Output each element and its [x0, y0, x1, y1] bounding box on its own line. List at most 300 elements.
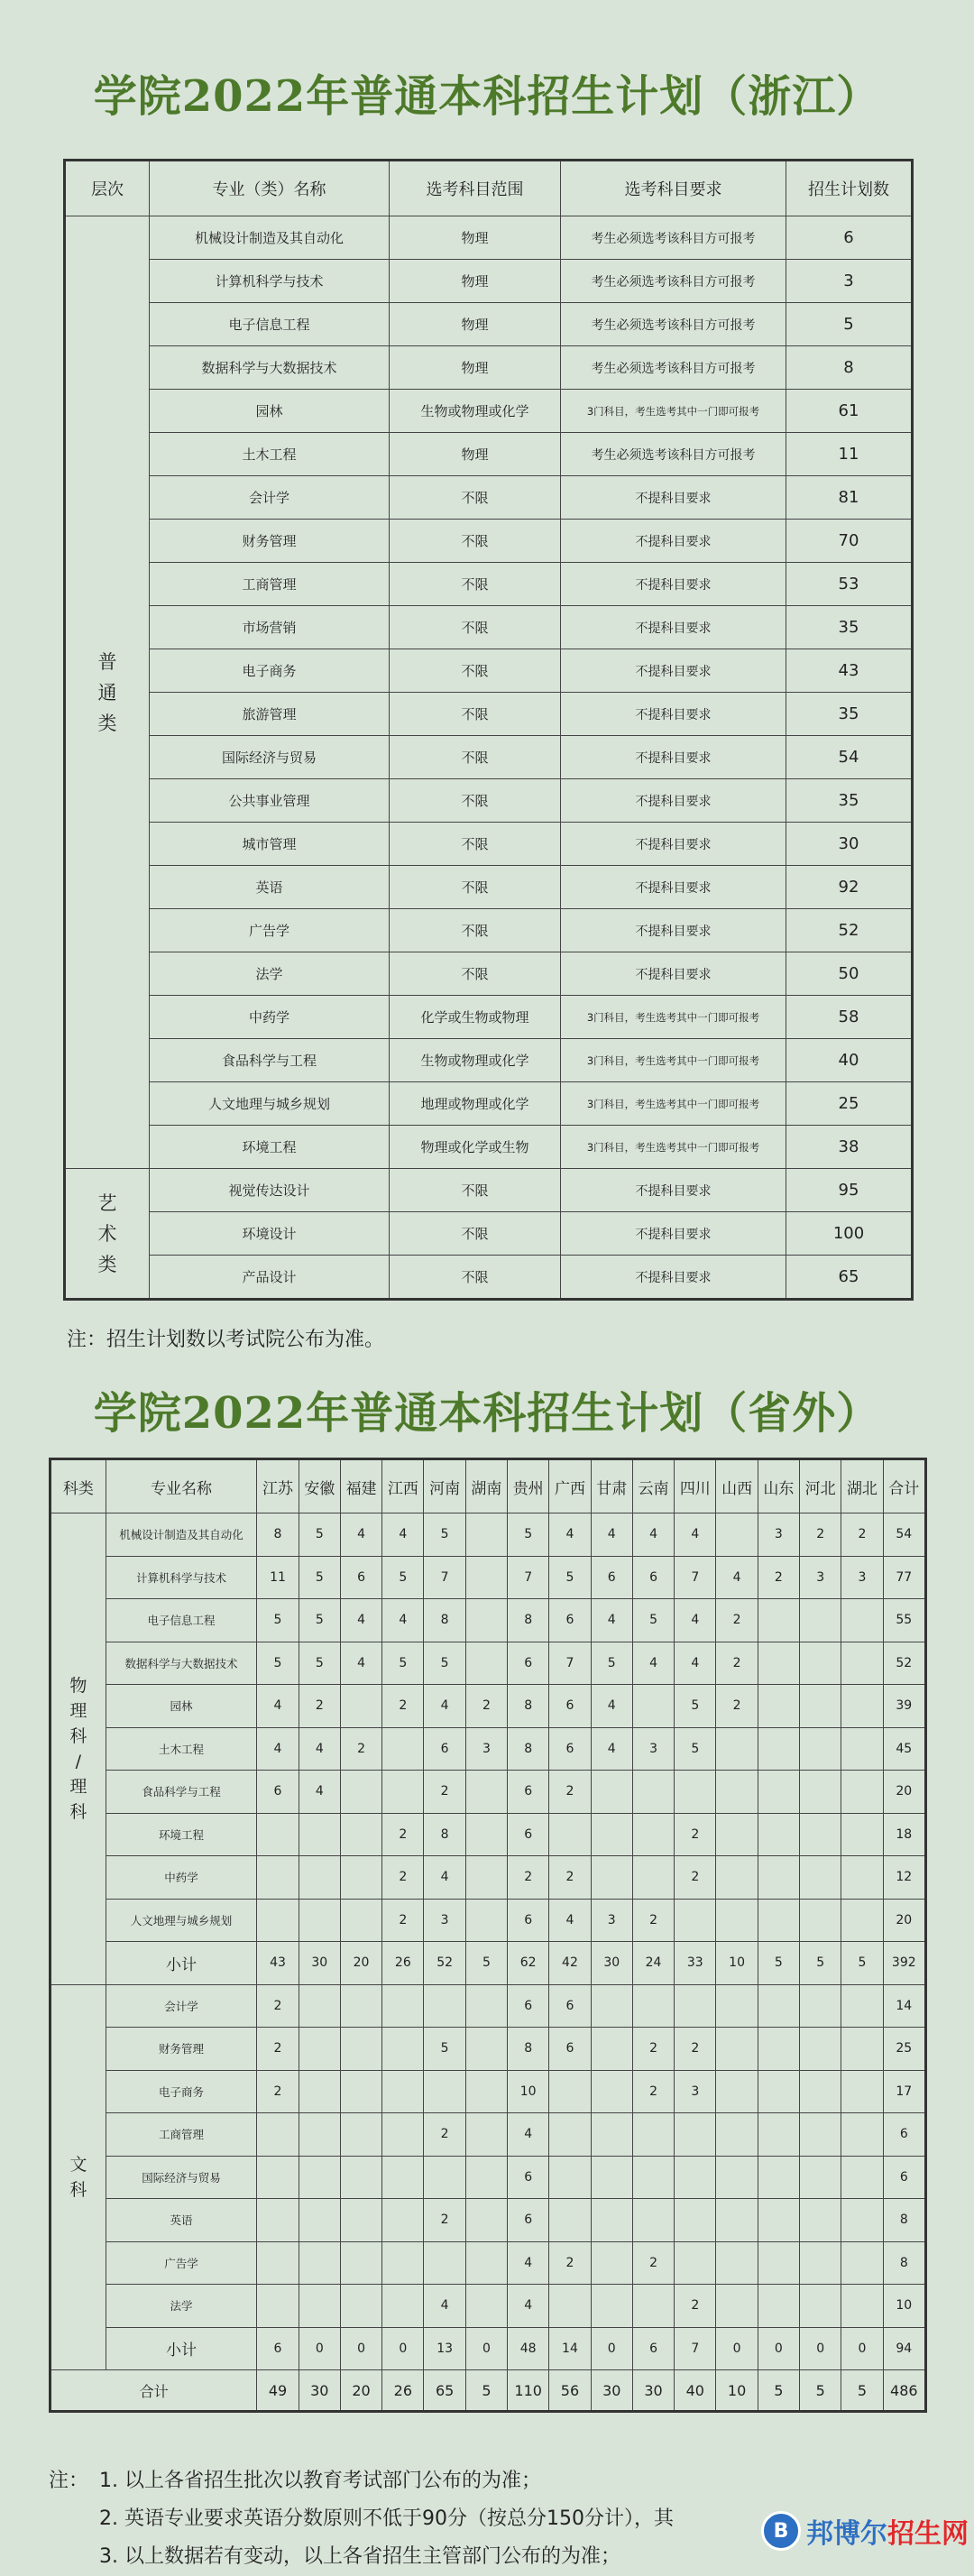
province-count-cell: [841, 1856, 883, 1900]
table-row: [65, 1212, 913, 1256]
province-count-cell: [340, 1813, 381, 1856]
subject-range-cell: 不限: [390, 866, 561, 909]
province-count-cell: 4: [591, 1685, 632, 1728]
major-name-cell: 数据科学与大数据技术: [106, 1642, 257, 1685]
province-count-cell: [841, 1642, 883, 1685]
province-count-cell: [465, 1984, 507, 2028]
province-count-cell: [299, 2156, 340, 2199]
province-count-cell: [257, 2199, 299, 2242]
province-count-cell: 2: [424, 2113, 465, 2157]
province-count-cell: [299, 2285, 340, 2328]
subject-range-cell: 不限: [390, 736, 561, 779]
province-count-cell: [632, 1685, 674, 1728]
column-header: 江西: [382, 1459, 424, 1513]
subject-requirement-cell: 3门科目，考生选考其中一门即可报考: [561, 1039, 786, 1082]
province-count-cell: 6: [591, 1556, 632, 1599]
table-row: [65, 563, 913, 606]
province-count-cell: 2: [382, 1685, 424, 1728]
total-cell: 30: [591, 2370, 632, 2412]
subject-range-cell: 化学或生物或物理: [390, 996, 561, 1039]
province-count-cell: 4: [675, 1642, 716, 1685]
province-count-cell: 4: [340, 1642, 381, 1685]
plan-count-cell: 81: [786, 476, 913, 520]
province-count-cell: 10: [508, 2070, 549, 2113]
subject-range-cell: 物理: [390, 303, 561, 346]
major-name-cell: 财务管理: [150, 520, 390, 563]
province-count-cell: 4: [716, 1556, 758, 1599]
total-cell: 30: [299, 2370, 340, 2412]
province-count-cell: [800, 1599, 841, 1642]
province-count-cell: [424, 2070, 465, 2113]
major-name-cell: 环境工程: [150, 1126, 390, 1169]
subtotal-cell: 0: [299, 2327, 340, 2370]
province-count-cell: [465, 1771, 507, 1814]
province-count-cell: 4: [591, 1727, 632, 1771]
subject-requirement-cell: 考生必须选考该科目方可报考: [561, 303, 786, 346]
column-header: 科类: [51, 1459, 106, 1513]
province-count-cell: 2: [257, 2028, 299, 2071]
table-row: [65, 779, 913, 823]
subject-range-cell: 不限: [390, 606, 561, 649]
subject-range-cell: 物理: [390, 216, 561, 260]
subtotal-row: [51, 1942, 926, 1985]
province-count-cell: [800, 1856, 841, 1900]
table-row: [51, 1771, 926, 1814]
province-count-cell: [716, 2285, 758, 2328]
province-count-cell: 4: [675, 1599, 716, 1642]
subject-requirement-cell: 不提科目要求: [561, 520, 786, 563]
province-count-cell: [758, 1813, 799, 1856]
province-count-cell: 2: [549, 2241, 591, 2285]
province-count-cell: [800, 1685, 841, 1728]
major-name-cell: 市场营销: [150, 606, 390, 649]
subtotal-cell: 5: [465, 1942, 507, 1985]
province-count-cell: [675, 1984, 716, 2028]
subtotal-cell: 94: [883, 2327, 925, 2370]
province-count-cell: 2: [675, 1856, 716, 1900]
subject-requirement-cell: 考生必须选考该科目方可报考: [561, 260, 786, 303]
province-count-cell: 4: [591, 1513, 632, 1557]
province-count-cell: [465, 2156, 507, 2199]
total-cell: 40: [675, 2370, 716, 2412]
subject-requirement-cell: 不提科目要求: [561, 1256, 786, 1300]
subject-range-cell: 不限: [390, 1212, 561, 1256]
province-count-cell: 8: [508, 1685, 549, 1728]
column-header: 福建: [340, 1459, 381, 1513]
major-name-cell: 产品设计: [150, 1256, 390, 1300]
province-count-cell: [716, 2113, 758, 2157]
province-count-cell: 4: [257, 1685, 299, 1728]
province-count-cell: [758, 2028, 799, 2071]
province-count-cell: [340, 2113, 381, 2157]
province-count-cell: 2: [716, 1599, 758, 1642]
subtotal-label: 小计: [106, 1942, 257, 1985]
province-count-cell: [675, 2241, 716, 2285]
province-count-cell: [716, 2199, 758, 2242]
province-count-cell: [841, 1984, 883, 2028]
subtotal-cell: 5: [841, 1942, 883, 1985]
major-name-cell: 国际经济与贸易: [106, 2156, 257, 2199]
province-count-cell: 2: [800, 1513, 841, 1557]
major-name-cell: 旅游管理: [150, 693, 390, 736]
table-row: [65, 216, 913, 260]
province-count-cell: [591, 2285, 632, 2328]
province-count-cell: [299, 2113, 340, 2157]
column-header: 湖南: [465, 1459, 507, 1513]
plan-count-cell: 70: [786, 520, 913, 563]
subject-requirement-cell: 不提科目要求: [561, 1169, 786, 1212]
province-count-cell: [257, 2156, 299, 2199]
province-count-cell: [299, 1899, 340, 1942]
province-count-cell: 5: [424, 1513, 465, 1557]
major-name-cell: 英语: [150, 866, 390, 909]
column-header: 河北: [800, 1459, 841, 1513]
subtotal-cell: 26: [382, 1942, 424, 1985]
column-header: 湖北: [841, 1459, 883, 1513]
province-count-cell: 4: [508, 2113, 549, 2157]
province-count-cell: 4: [675, 1513, 716, 1557]
province-count-cell: [591, 1984, 632, 2028]
province-count-cell: 4: [257, 1727, 299, 1771]
province-count-cell: 55: [883, 1599, 925, 1642]
plan-count-cell: 61: [786, 390, 913, 433]
province-count-cell: 2: [257, 1984, 299, 2028]
major-name-cell: 视觉传达设计: [150, 1169, 390, 1212]
major-name-cell: 广告学: [106, 2241, 257, 2285]
province-count-cell: 6: [632, 1556, 674, 1599]
province-count-cell: [340, 2241, 381, 2285]
table-row: [65, 390, 913, 433]
column-header: 四川: [675, 1459, 716, 1513]
table-row: [65, 433, 913, 476]
province-count-cell: 3: [675, 2070, 716, 2113]
province-count-cell: [841, 1771, 883, 1814]
total-cell: 65: [424, 2370, 465, 2412]
major-name-cell: 会计学: [106, 1984, 257, 2028]
province-count-cell: [716, 1727, 758, 1771]
province-count-cell: 3: [758, 1513, 799, 1557]
plan-count-cell: 30: [786, 823, 913, 866]
province-count-cell: 2: [299, 1685, 340, 1728]
subject-requirement-cell: 不提科目要求: [561, 952, 786, 996]
table-row: [65, 866, 913, 909]
province-count-cell: 2: [382, 1813, 424, 1856]
province-count-cell: [632, 2285, 674, 2328]
province-count-cell: [800, 2241, 841, 2285]
subtotal-cell: 30: [591, 1942, 632, 1985]
province-count-cell: [758, 2199, 799, 2242]
province-count-cell: [716, 2156, 758, 2199]
province-count-cell: 3: [800, 1556, 841, 1599]
major-name-cell: 人文地理与城乡规划: [150, 1082, 390, 1126]
province-count-cell: 4: [591, 1599, 632, 1642]
province-count-cell: 4: [382, 1513, 424, 1557]
province-count-cell: 14: [883, 1984, 925, 2028]
major-name-cell: 法学: [106, 2285, 257, 2328]
province-count-cell: 7: [508, 1556, 549, 1599]
column-header: 山东: [758, 1459, 799, 1513]
subject-range-cell: 生物或物理或化学: [390, 1039, 561, 1082]
province-count-cell: 5: [508, 1513, 549, 1557]
watermark-logo-icon: B: [761, 2511, 801, 2551]
subject-range-cell: 不限: [390, 476, 561, 520]
province-count-cell: 3: [465, 1727, 507, 1771]
page-title-outside: 学院2022年普通本科招生计划（省外）: [93, 1388, 881, 1439]
total-label: 合计: [51, 2370, 257, 2412]
province-count-cell: [549, 1813, 591, 1856]
major-name-cell: 中药学: [106, 1856, 257, 1900]
province-count-cell: 2: [382, 1899, 424, 1942]
province-count-cell: [632, 1813, 674, 1856]
province-count-cell: [758, 2113, 799, 2157]
subject-requirement-cell: 不提科目要求: [561, 649, 786, 693]
province-count-cell: [382, 2070, 424, 2113]
province-count-cell: [800, 1813, 841, 1856]
major-name-cell: 数据科学与大数据技术: [150, 346, 390, 390]
province-count-cell: [549, 2113, 591, 2157]
province-count-cell: 2: [632, 2241, 674, 2285]
total-cell: 5: [758, 2370, 799, 2412]
province-count-cell: [299, 2028, 340, 2071]
total-cell: 30: [632, 2370, 674, 2412]
province-count-cell: 20: [883, 1899, 925, 1942]
subject-requirement-cell: 3门科目，考生选考其中一门即可报考: [561, 1082, 786, 1126]
province-count-cell: 6: [257, 1771, 299, 1814]
subtotal-cell: 392: [883, 1942, 925, 1985]
province-count-cell: 5: [675, 1727, 716, 1771]
plan-count-cell: 43: [786, 649, 913, 693]
major-name-cell: 土木工程: [106, 1727, 257, 1771]
province-count-cell: [841, 2199, 883, 2242]
province-count-cell: 8: [883, 2241, 925, 2285]
province-count-cell: [632, 1856, 674, 1900]
table-row: [51, 1599, 926, 1642]
table-row: [51, 2156, 926, 2199]
table-row: [65, 1126, 913, 1169]
column-header: 贵州: [508, 1459, 549, 1513]
province-count-cell: [591, 2028, 632, 2071]
column-header: 安徽: [299, 1459, 340, 1513]
subtotal-cell: 42: [549, 1942, 591, 1985]
province-count-cell: 17: [883, 2070, 925, 2113]
province-count-cell: 2: [632, 1899, 674, 1942]
total-cell: 5: [800, 2370, 841, 2412]
subtotal-cell: 48: [508, 2327, 549, 2370]
province-count-cell: 6: [549, 1685, 591, 1728]
subject-requirement-cell: 不提科目要求: [561, 823, 786, 866]
province-count-cell: 5: [675, 1685, 716, 1728]
province-count-cell: [800, 2156, 841, 2199]
major-name-cell: 电子商务: [106, 2070, 257, 2113]
plan-count-cell: 6: [786, 216, 913, 260]
province-count-cell: [758, 1642, 799, 1685]
province-count-cell: [716, 1856, 758, 1900]
column-header: 选考科目要求: [561, 161, 786, 216]
province-count-cell: 6: [508, 2156, 549, 2199]
plan-count-cell: 3: [786, 260, 913, 303]
province-count-cell: 5: [591, 1642, 632, 1685]
province-count-cell: 39: [883, 1685, 925, 1728]
table-row: [65, 520, 913, 563]
subtotal-cell: 33: [675, 1942, 716, 1985]
subject-requirement-cell: 考生必须选考该科目方可报考: [561, 216, 786, 260]
province-count-cell: [758, 1984, 799, 2028]
province-count-cell: 8: [257, 1513, 299, 1557]
province-count-cell: 4: [549, 1899, 591, 1942]
major-name-cell: 中药学: [150, 996, 390, 1039]
watermark-text: 邦博尔招生网: [806, 2518, 969, 2550]
table-row: [65, 1039, 913, 1082]
total-cell: 5: [465, 2370, 507, 2412]
major-name-cell: 环境工程: [106, 1813, 257, 1856]
column-header: 招生计划数: [786, 161, 913, 216]
plan-count-cell: 53: [786, 563, 913, 606]
province-count-cell: 6: [508, 1642, 549, 1685]
province-count-cell: [841, 1899, 883, 1942]
province-count-cell: 4: [508, 2285, 549, 2328]
province-count-cell: [257, 2113, 299, 2157]
table-row: [65, 303, 913, 346]
major-name-cell: 公共事业管理: [150, 779, 390, 823]
province-count-cell: [465, 2199, 507, 2242]
subject-range-cell: 不限: [390, 693, 561, 736]
subtotal-label: 小计: [106, 2327, 257, 2370]
table-row: [51, 1685, 926, 1728]
province-count-cell: 4: [299, 1727, 340, 1771]
province-count-cell: [758, 2285, 799, 2328]
subject-range-cell: 不限: [390, 1169, 561, 1212]
province-count-cell: 5: [382, 1642, 424, 1685]
province-count-cell: 20: [883, 1771, 925, 1814]
province-count-cell: [465, 1899, 507, 1942]
subtotal-cell: 0: [591, 2327, 632, 2370]
province-count-cell: 2: [675, 1813, 716, 1856]
province-count-cell: [591, 2156, 632, 2199]
province-count-cell: 7: [424, 1556, 465, 1599]
total-cell: 26: [382, 2370, 424, 2412]
subject-range-cell: 不限: [390, 779, 561, 823]
column-header: 江苏: [257, 1459, 299, 1513]
plan-count-cell: 8: [786, 346, 913, 390]
table-row: [51, 2199, 926, 2242]
subtotal-cell: 52: [424, 1942, 465, 1985]
province-count-cell: [382, 2156, 424, 2199]
province-count-cell: [465, 2070, 507, 2113]
table-row: [65, 476, 913, 520]
province-count-cell: 6: [424, 1727, 465, 1771]
table-row: [51, 1813, 926, 1856]
province-count-cell: 2: [424, 1771, 465, 1814]
total-cell: 110: [508, 2370, 549, 2412]
province-count-cell: [758, 2156, 799, 2199]
province-count-cell: 6: [883, 2113, 925, 2157]
province-count-cell: [841, 1727, 883, 1771]
table-header-row: [51, 1459, 926, 1513]
province-count-cell: 6: [508, 2199, 549, 2242]
province-count-cell: 3: [424, 1899, 465, 1942]
table-row: [65, 1256, 913, 1300]
province-count-cell: [257, 1856, 299, 1900]
province-count-cell: [340, 2156, 381, 2199]
category-cell: 物 理 科 / 理 科: [51, 1513, 106, 1985]
major-name-cell: 电子商务: [150, 649, 390, 693]
subject-requirement-cell: 不提科目要求: [561, 563, 786, 606]
subtotal-cell: 0: [465, 2327, 507, 2370]
province-count-cell: 45: [883, 1727, 925, 1771]
province-count-cell: [340, 2070, 381, 2113]
plan-count-cell: 35: [786, 779, 913, 823]
province-count-cell: [340, 2199, 381, 2242]
major-name-cell: 食品科学与工程: [106, 1771, 257, 1814]
province-count-cell: 4: [632, 1513, 674, 1557]
column-header: 甘肃: [591, 1459, 632, 1513]
plan-count-cell: 35: [786, 606, 913, 649]
province-count-cell: [340, 2285, 381, 2328]
province-count-cell: [632, 2199, 674, 2242]
major-name-cell: 财务管理: [106, 2028, 257, 2071]
province-count-cell: [841, 2028, 883, 2071]
subject-requirement-cell: 考生必须选考该科目方可报考: [561, 433, 786, 476]
column-header: 云南: [632, 1459, 674, 1513]
subtotal-cell: 6: [632, 2327, 674, 2370]
province-count-cell: 8: [508, 1727, 549, 1771]
subject-range-cell: 不限: [390, 909, 561, 952]
plan-count-cell: 52: [786, 909, 913, 952]
table-row: [51, 1556, 926, 1599]
province-count-cell: [465, 2241, 507, 2285]
table-row: [51, 2070, 926, 2113]
major-name-cell: 园林: [150, 390, 390, 433]
table-row: [51, 1856, 926, 1900]
table-row: [51, 1727, 926, 1771]
province-count-cell: [758, 1856, 799, 1900]
table-row: [65, 952, 913, 996]
province-count-cell: [841, 2113, 883, 2157]
province-count-cell: 6: [508, 1813, 549, 1856]
province-count-cell: 2: [675, 2028, 716, 2071]
subject-range-cell: 生物或物理或化学: [390, 390, 561, 433]
province-count-cell: [465, 1813, 507, 1856]
province-count-cell: 4: [508, 2241, 549, 2285]
province-count-cell: [716, 2241, 758, 2285]
province-count-cell: 5: [632, 1599, 674, 1642]
major-name-cell: 环境设计: [150, 1212, 390, 1256]
province-count-cell: [382, 2199, 424, 2242]
major-name-cell: 工商管理: [150, 563, 390, 606]
province-count-cell: [591, 2113, 632, 2157]
province-count-cell: 8: [508, 2028, 549, 2071]
province-count-cell: 54: [883, 1513, 925, 1557]
plan-count-cell: 35: [786, 693, 913, 736]
outside-plan-table: [49, 1458, 927, 2413]
province-count-cell: [758, 1599, 799, 1642]
major-name-cell: 计算机科学与技术: [106, 1556, 257, 1599]
province-count-cell: 2: [758, 1556, 799, 1599]
province-count-cell: [800, 2028, 841, 2071]
province-count-cell: 4: [424, 2285, 465, 2328]
table-row: [51, 1513, 926, 1557]
province-count-cell: 2: [549, 1856, 591, 1900]
major-name-cell: 国际经济与贸易: [150, 736, 390, 779]
total-cell: 49: [257, 2370, 299, 2412]
subject-requirement-cell: 3门科目，考生选考其中一门即可报考: [561, 996, 786, 1039]
subject-range-cell: 不限: [390, 952, 561, 996]
subject-range-cell: 不限: [390, 1256, 561, 1300]
province-count-cell: [340, 1771, 381, 1814]
table-row: [51, 2285, 926, 2328]
province-count-cell: 7: [675, 1556, 716, 1599]
province-count-cell: [675, 2156, 716, 2199]
